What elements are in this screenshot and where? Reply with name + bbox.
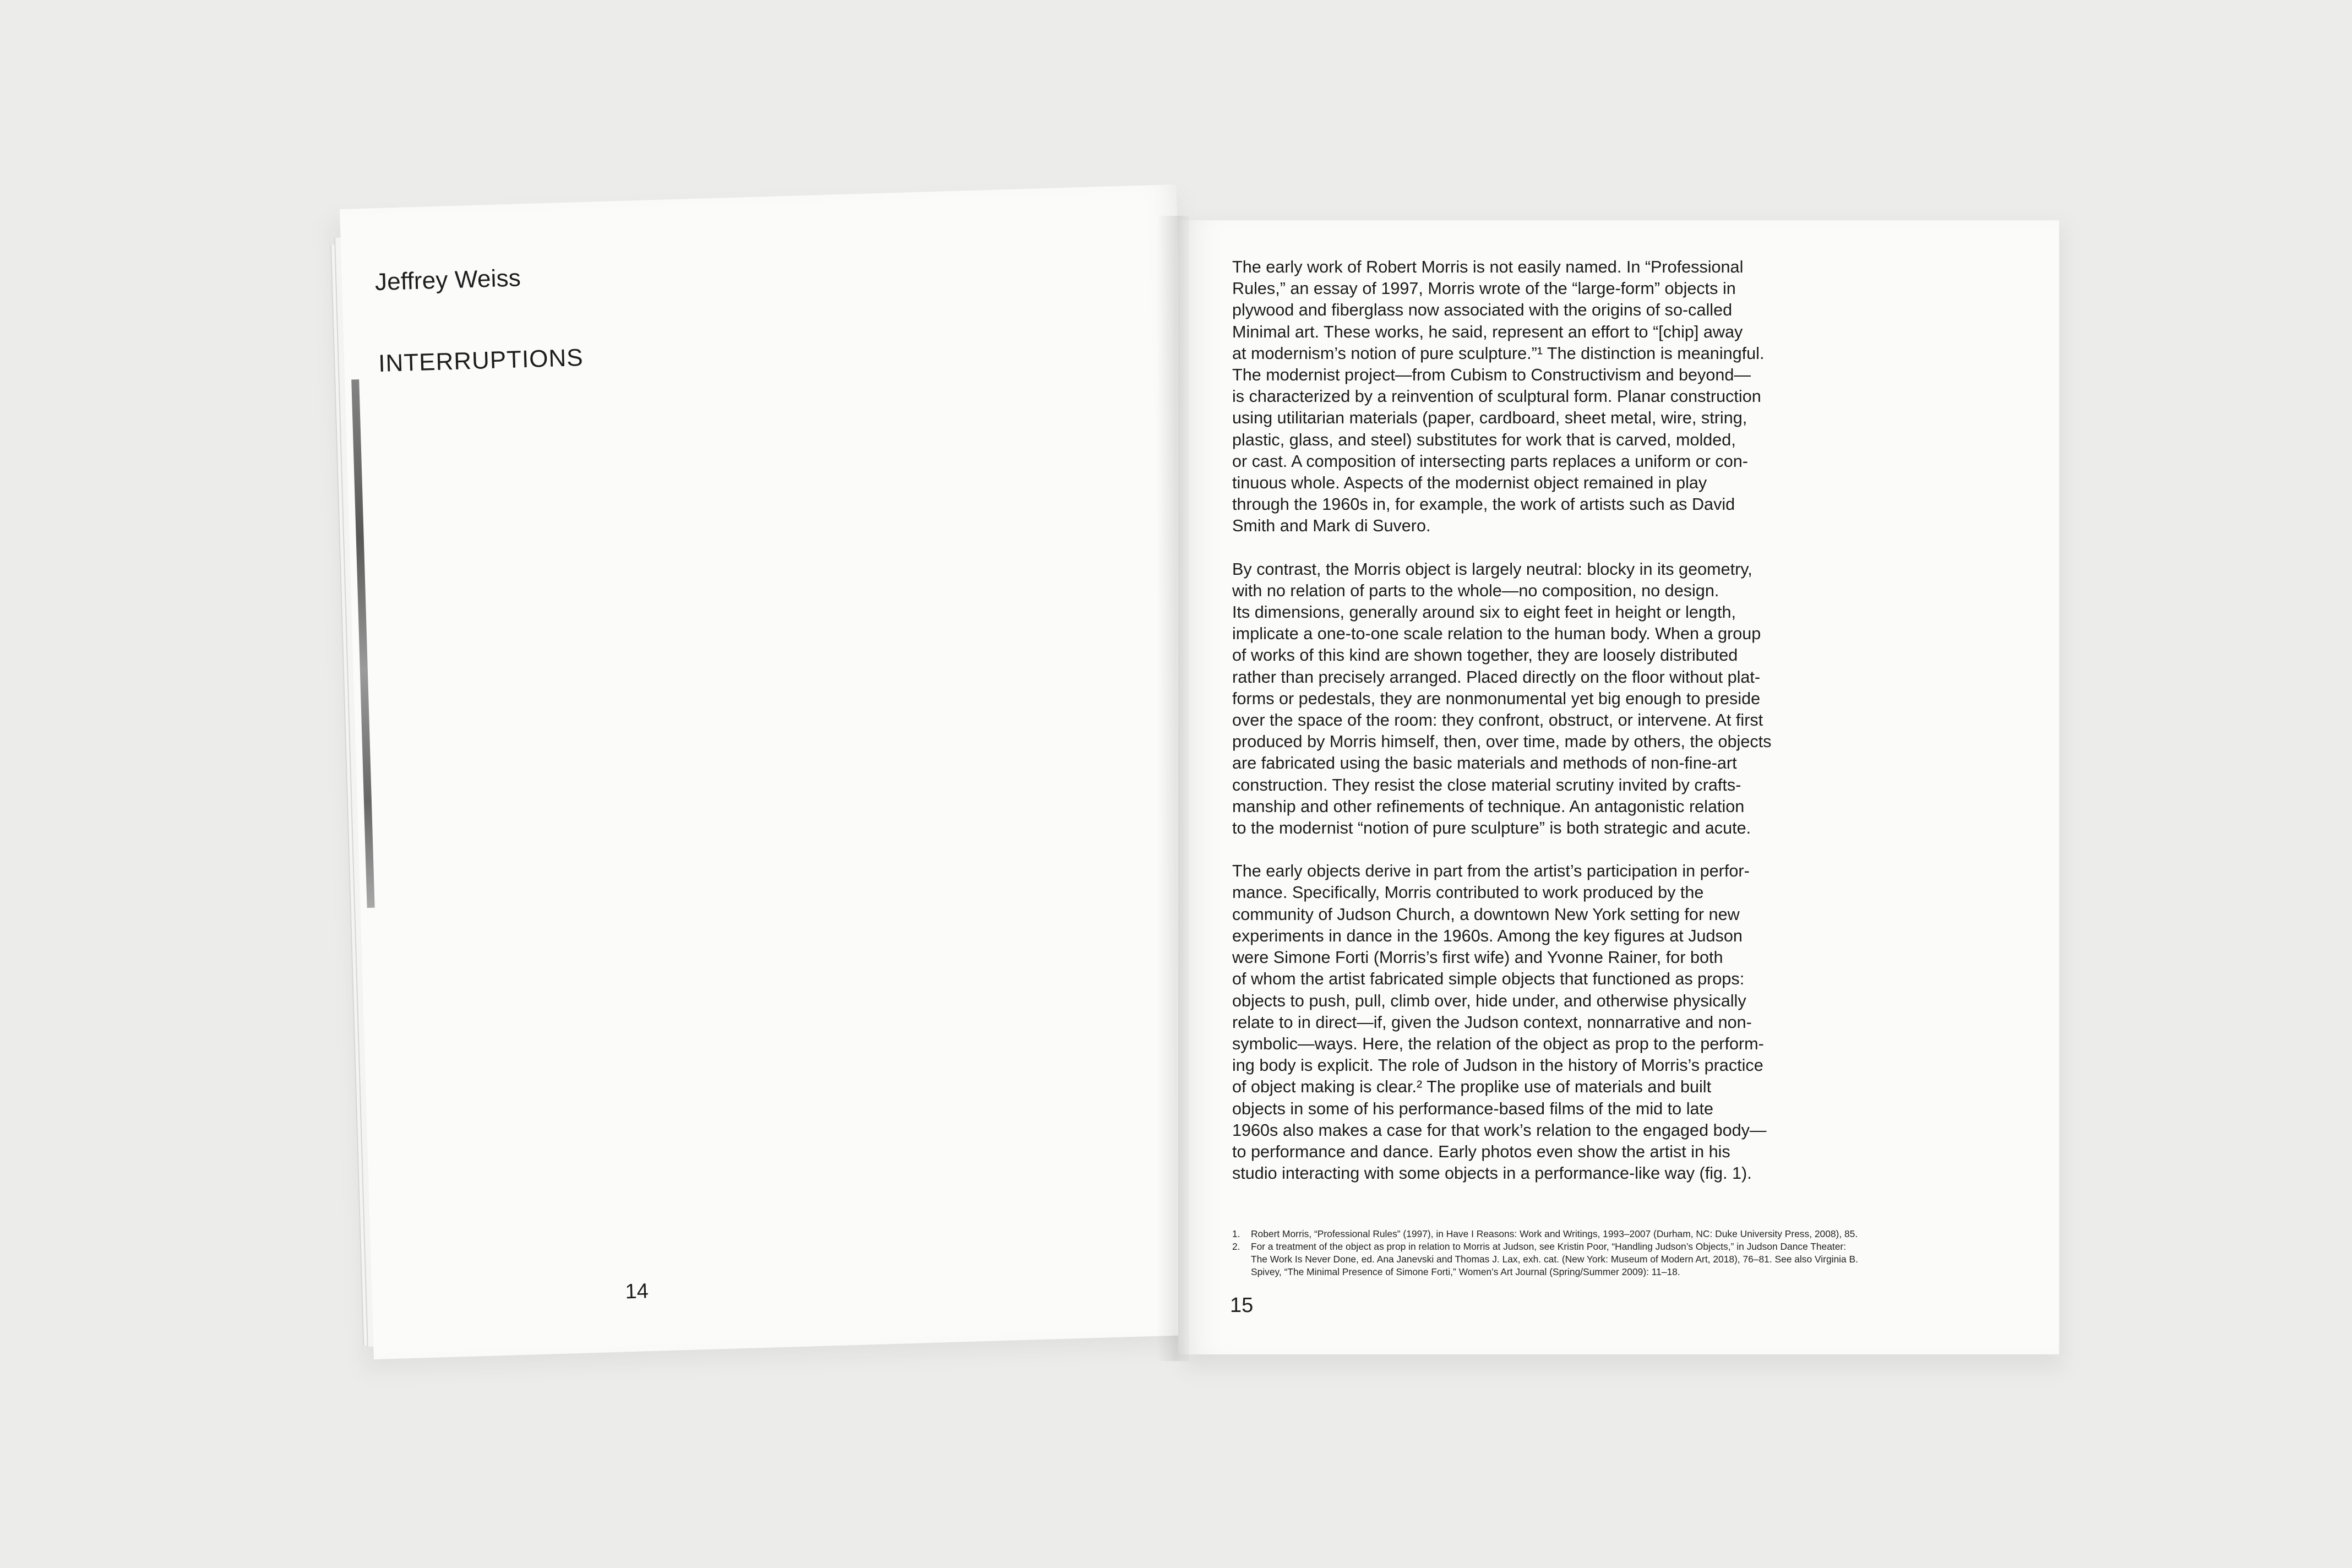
- text-line: is characterized by a reinvention of sculptural form. Planar construction: [1232, 387, 1761, 406]
- text-line: of whom the artist fabricated simple objects that functioned as props:: [1232, 970, 1745, 989]
- text-line: are fabricated using the basic materials and methods of non-fine-art: [1232, 754, 1737, 773]
- page-number-left: 14: [624, 1280, 649, 1304]
- text-line: produced by Morris himself, then, over time, made by others, the objects: [1232, 732, 1772, 752]
- text-line: to performance and dance. Early photos even show the artist in his: [1232, 1142, 1730, 1161]
- book-gutter: [1156, 216, 1189, 1361]
- text-line: The early objects derive in part from the artist’s participation in perfor-: [1232, 862, 1750, 881]
- left-page: [340, 184, 1210, 1359]
- right-page: [1178, 220, 2059, 1354]
- text-line: rather than precisely arranged. Placed directly on the floor without plat-: [1232, 667, 1761, 687]
- text-line: implicate a one-to-one scale relation to the human body. When a group: [1232, 624, 1761, 644]
- text-line: through the 1960s in, for example, the work of artists such as David: [1232, 495, 1735, 514]
- text-line: mance. Specifically, Morris contributed to work produced by the: [1232, 883, 1704, 902]
- text-line: of object making is clear.² The proplike use of materials and built: [1232, 1077, 1712, 1097]
- text-line: with no relation of parts to the whole—no composition, no design.: [1232, 581, 1719, 600]
- text-line: objects in some of his performance-based films of the mid to late: [1232, 1099, 1714, 1118]
- text-line: The early work of Robert Morris is not easily named. In “Professional: [1232, 258, 1744, 276]
- body-paragraph: [1232, 861, 1832, 1184]
- footnote: [1232, 1228, 2030, 1240]
- text-line: to the modernist “notion of pure sculpture” is both strategic and acute.: [1232, 819, 1751, 838]
- text-line: of works of this kind are shown together, they are loosely distributed: [1232, 646, 1738, 665]
- text-line: using utilitarian materials (paper, cardboard, sheet metal, wire, string,: [1232, 409, 1747, 428]
- text-line: Rules,” an essay of 1997, Morris wrote of the “large-form” objects in: [1232, 279, 1736, 298]
- text-line: plywood and fiberglass now associated with the origins of so-called: [1232, 301, 1733, 320]
- footnote-number: 1.: [1232, 1228, 1240, 1239]
- text-line: were Simone Forti (Morris’s first wife) and Yvonne Rainer, for both: [1232, 948, 1723, 967]
- text-line: Its dimensions, generally around six to eight feet in height or length,: [1232, 603, 1736, 622]
- text-line: Minimal art. These works, he said, represent an effort to “[chip] away: [1232, 322, 1743, 341]
- footnote-line: Spivey, “The Minimal Presence of Simone Forti,” Women’s Art Journal (Spring/Summer 2009): 11–18.: [1251, 1266, 1680, 1277]
- text-line: community of Judson Church, a downtown New York setting for new: [1232, 905, 1740, 924]
- text-line: Smith and Mark di Suvero.: [1232, 516, 1431, 536]
- text-line: The modernist project—from Cubism to Constructivism and beyond—: [1232, 366, 1751, 385]
- text-line: experiments in dance in the 1960s. Among the key figures at Judson: [1232, 926, 1743, 945]
- text-line: By contrast, the Morris object is largely neutral: blocky in its geometry,: [1232, 559, 1752, 579]
- text-line: over the space of the room: they confront, obstruct, or intervene. At first: [1232, 711, 1763, 730]
- text-line: objects to push, pull, climb over, hide under, and otherwise physically: [1232, 991, 1746, 1010]
- text-line: 1960s also makes a case for that work’s relation to the engaged body—: [1232, 1120, 1767, 1140]
- text-line: tinuous whole. Aspects of the modernist object remained in play: [1232, 473, 1707, 493]
- text-line: symbolic—ways. Here, the relation of the object as prop to the perform-: [1232, 1034, 1764, 1053]
- text-line: studio interacting with some objects in a performance-like way (fig. 1).: [1232, 1164, 1752, 1183]
- text-line: relate to in direct—if, given the Judson context, nonnarrative and non-: [1232, 1012, 1752, 1032]
- body-text: [1232, 257, 1832, 1206]
- text-line: or cast. A composition of intersecting parts replaces a uniform or con-: [1232, 451, 1748, 471]
- text-line: plastic, glass, and steel) substitutes for work that is carved, molded,: [1232, 430, 1736, 449]
- footnote-line: Robert Morris, “Professional Rules” (1997), in Have I Reasons: Work and Writings, 1993–2007 (Durham, NC: Duke University Press, 2008), 85.: [1251, 1228, 1858, 1239]
- text-line: ing body is explicit. The role of Judson in the history of Morris’s practice: [1232, 1056, 1763, 1075]
- body-paragraph: [1232, 559, 1832, 840]
- text-line: at modernism’s notion of pure sculpture.”¹ The distinction is meaningful.: [1232, 344, 1765, 363]
- text-line: manship and other refinements of technique. An antagonistic relation: [1232, 797, 1745, 816]
- footnote: [1232, 1240, 2030, 1278]
- footnote-line: For a treatment of the object as prop in relation to Morris at Judson, see Kristin Poor, “Handling Judson’s Objects,” in Judson Dance Theater:: [1251, 1241, 1847, 1252]
- text-line: forms or pedestals, they are nonmonumental yet big enough to preside: [1232, 689, 1761, 708]
- essay-title: INTERRUPTIONS: [378, 344, 584, 378]
- footnote-line: The Work Is Never Done, ed. Ana Janevski and Thomas J. Lax, exh. cat. (New York: Museum of Modern Art, 2018), 76–81. See also Virginia B.: [1251, 1254, 1858, 1265]
- page-number-right: 15: [1230, 1294, 1254, 1317]
- footnote-number: 2.: [1232, 1241, 1240, 1252]
- text-line: construction. They resist the close material scrutiny invited by crafts-: [1232, 775, 1741, 794]
- footnotes: [1232, 1228, 2030, 1278]
- author-name: Jeffrey Weiss: [374, 264, 521, 296]
- body-paragraph: [1232, 257, 1832, 537]
